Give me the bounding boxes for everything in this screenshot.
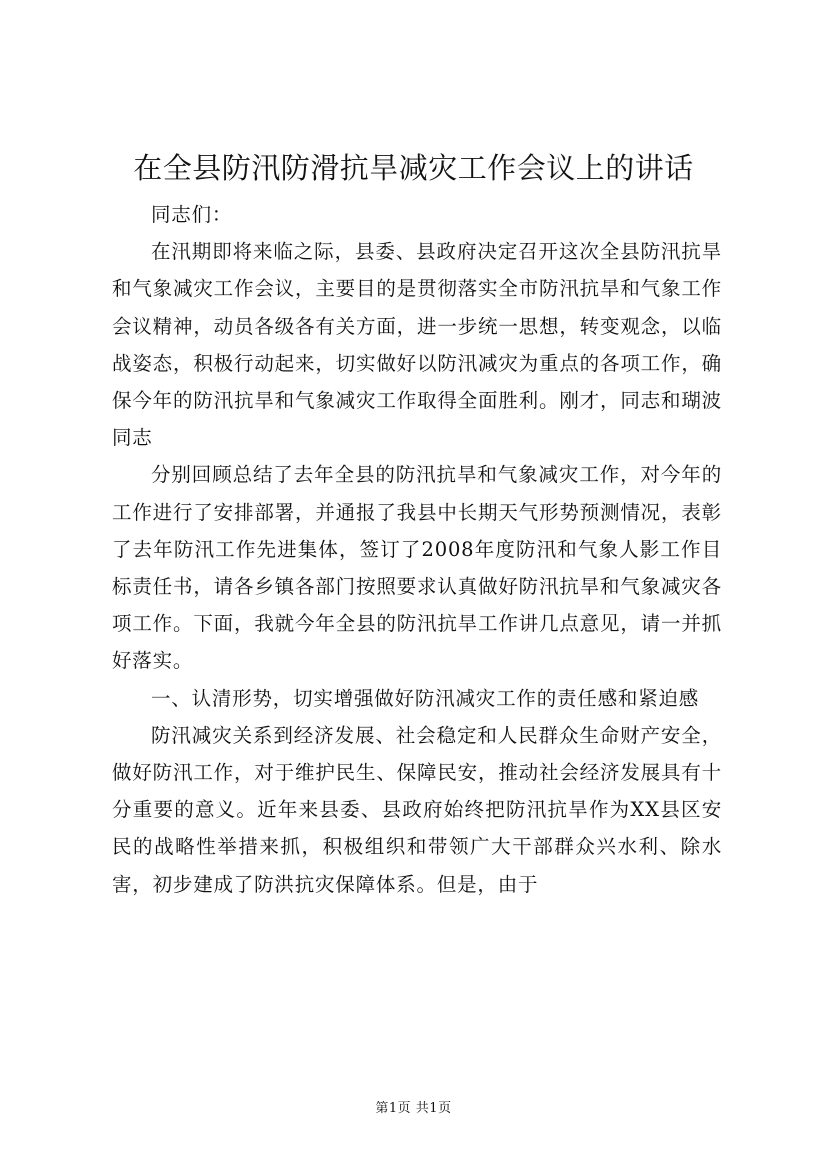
- section-heading-one: 一、认清形势，切实增强做好防汛减灾工作的责任感和紧迫感: [151, 686, 700, 710]
- document-title: 在全县防汛防滑抗旱减灾工作会议上的讲话: [133, 151, 694, 185]
- document-body: [112, 196, 722, 903]
- paragraph-flood-prevention: 防汛减灾关系到经济发展、社会稳定和人民群众生命财产安全，做好防汛工作，对于维护民生、保障民安，推动社会经济发展具有十分重要的意义。近年来县委、县政府始终把防汛抗旱作为XX县区安民的战略性举措来抓，积极组织和带领广大干部群众兴水利、除水害，初步建成了防洪抗灾保障体系。但是，由于: [112, 723, 722, 896]
- greeting-line: 同志们：: [151, 203, 233, 226]
- paragraph-review: 分别回顾总结了去年全县的防汛抗旱和气象减灾工作，对今年的工作进行了安排部署，并通报了我县中长期天气形势预测情况，表彰了去年防汛工作先进集体，签订了2008年度防汛和气象人影工作目标责任书，请各乡镇各部门按照要求认真做好防汛抗旱和气象减灾各项工作。下面，我就今年全县的防汛抗旱工作讲几点意见，请一并抓好落实。: [112, 463, 722, 673]
- paragraph-opening: 在汛期即将来临之际，县委、县政府决定召开这次全县防汛抗旱和气象减灾工作会议，主要目的是贯彻落实全市防汛抗旱和气象工作会议精神，动员各级各有关方面，进一步统一思想，转变观念，以临战姿态，积极行动起来，切实做好以防汛减灾为重点的各项工作，确保今年的防汛抗旱和气象减灾工作取得全面胜利。刚才，同志和瑚波同志: [112, 240, 722, 450]
- page-footer: 第1页 共1页: [375, 1101, 452, 1116]
